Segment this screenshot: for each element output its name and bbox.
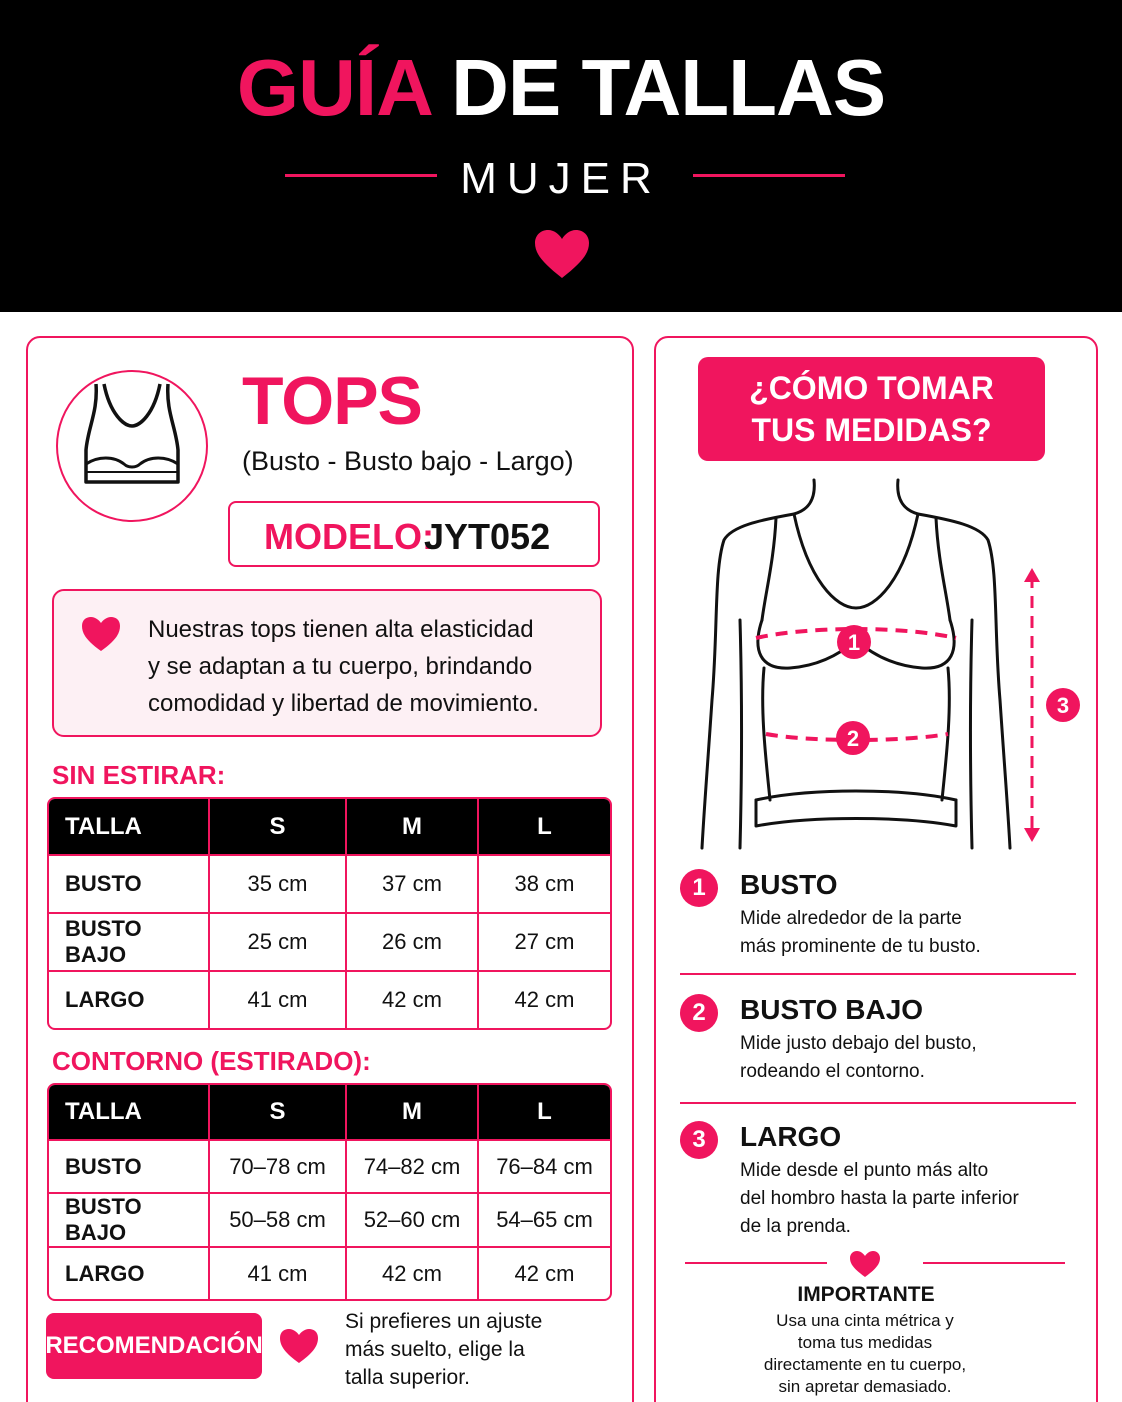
important-line: toma tus medidas [797, 1333, 933, 1352]
note-line: comodidad y libertad de movimiento. [148, 690, 539, 717]
diagram-marker-2: 2 [846, 726, 860, 751]
size-table-relaxed [47, 797, 612, 1030]
heart-icon [278, 1327, 320, 1365]
important-line: sin apretar demasiado. [778, 1377, 952, 1396]
step-title: BUSTO [740, 869, 838, 900]
elasticity-note [52, 589, 602, 737]
title-highlight: GUÍA [236, 43, 430, 132]
body-measurement-diagram [690, 470, 1100, 850]
subtitle-row [0, 150, 1122, 203]
table-cell: 26 cm [345, 912, 477, 970]
header-banner [0, 0, 1122, 312]
important-line-left [685, 1262, 827, 1264]
important-title: IMPORTANTE [797, 1283, 935, 1306]
step-desc-line: Mide justo debajo del busto, [740, 1033, 977, 1054]
diagram-marker-3: 3 [1056, 693, 1070, 718]
important-line: Usa una cinta métrica y [776, 1311, 954, 1330]
note-line: y se adaptan a tu cuerpo, brindando [148, 653, 533, 680]
table-cell: 42 cm [477, 970, 610, 1028]
step-title: BUSTO BAJO [740, 994, 924, 1025]
table-cell: 25 cm [208, 912, 345, 970]
column-header: S [208, 799, 345, 854]
heart-icon [533, 228, 591, 280]
table-cell: 42 cm [477, 1246, 610, 1299]
important-line: directamente en tu cuerpo, [763, 1355, 967, 1374]
divider [680, 973, 1076, 975]
note-line: Nuestras tops tienen alta elasticidad [148, 616, 534, 643]
diagram-marker-1: 1 [847, 630, 861, 655]
recommendation-line: más suelto, elige la [345, 1338, 525, 1361]
column-header: L [477, 799, 610, 854]
important-line-right [923, 1262, 1065, 1264]
sports-bra-icon [58, 372, 206, 520]
step-number: 3 [680, 1121, 718, 1159]
row-label: LARGO [49, 1246, 208, 1299]
table-cell: 76–84 cm [477, 1139, 610, 1192]
size-table-stretched [47, 1083, 612, 1301]
step-number: 2 [680, 994, 718, 1032]
step-desc-line: Mide alrededor de la parte [740, 908, 962, 929]
column-header: TALLA [49, 1085, 208, 1139]
column-header: L [477, 1085, 610, 1139]
table-cell: 54–65 cm [477, 1192, 610, 1246]
step-description [740, 1157, 1070, 1241]
table-cell: 42 cm [345, 1246, 477, 1299]
table-header-row [49, 1085, 610, 1139]
subtitle: MUJER [460, 154, 662, 203]
page-title [0, 43, 1122, 132]
table-cell: 42 cm [345, 970, 477, 1028]
table-cell: 70–78 cm [208, 1139, 345, 1192]
heart-icon [80, 615, 122, 653]
product-title: TOPS [242, 363, 422, 439]
recommendation-line: Si prefieres un ajuste [345, 1310, 543, 1333]
section-title-stretched: CONTORNO (ESTIRADO): [52, 1046, 371, 1076]
step-desc-line: Mide desde el punto más alto [740, 1160, 989, 1181]
step-desc-line: de la prenda. [740, 1216, 851, 1237]
title-rest: DE TALLAS [451, 43, 886, 132]
step-number: 1 [680, 869, 718, 907]
table-cell: 27 cm [477, 912, 610, 970]
table-row [49, 1192, 610, 1246]
table-cell: 35 cm [208, 854, 345, 912]
row-label: BUSTO [49, 1139, 208, 1192]
table-cell: 38 cm [477, 854, 610, 912]
row-label: LARGO [49, 970, 208, 1028]
product-image [56, 370, 208, 522]
column-header: TALLA [49, 799, 208, 854]
section-title-relaxed: SIN ESTIRAR: [52, 760, 226, 790]
step-desc-line: más prominente de tu busto. [740, 936, 981, 957]
how-to-measure-title [698, 357, 1045, 461]
recommendation-badge: RECOMENDACIÓN [46, 1313, 262, 1379]
table-cell: 74–82 cm [345, 1139, 477, 1192]
table-cell: 37 cm [345, 854, 477, 912]
table-row [49, 1246, 610, 1299]
table-row [49, 970, 610, 1028]
how-title-line: ¿CÓMO TOMAR [749, 370, 994, 406]
note-text [148, 611, 588, 722]
row-label: BUSTO [49, 854, 208, 912]
table-cell: 52–60 cm [345, 1192, 477, 1246]
column-header: M [345, 799, 477, 854]
recommendation-text [345, 1308, 575, 1392]
table-cell: 50–58 cm [208, 1192, 345, 1246]
table-header-row [49, 799, 610, 854]
how-title-line: TUS MEDIDAS? [751, 412, 992, 448]
step-title: LARGO [740, 1121, 842, 1152]
divider [680, 1102, 1076, 1104]
model-value: JYT052 [424, 516, 551, 557]
step-description [740, 905, 1060, 961]
step-description [740, 1030, 1060, 1086]
table-cell: 41 cm [208, 1246, 345, 1299]
table-row [49, 1139, 610, 1192]
row-label: BUSTO BAJO [49, 1192, 208, 1246]
table-row [49, 854, 610, 912]
subtitle-line-right [693, 174, 845, 177]
column-header: S [208, 1085, 345, 1139]
important-text [730, 1310, 1000, 1398]
row-label: BUSTO BAJO [49, 912, 208, 970]
product-measures: (Busto - Busto bajo - Largo) [242, 446, 574, 476]
column-header: M [345, 1085, 477, 1139]
table-cell: 41 cm [208, 970, 345, 1028]
table-row [49, 912, 610, 970]
step-desc-line: rodeando el contorno. [740, 1061, 925, 1082]
recommendation-line: talla superior. [345, 1366, 470, 1389]
heart-icon [849, 1250, 881, 1278]
step-desc-line: del hombro hasta la parte inferior [740, 1188, 1019, 1209]
model-label: MODELO: [264, 516, 434, 557]
model-box [228, 501, 600, 567]
